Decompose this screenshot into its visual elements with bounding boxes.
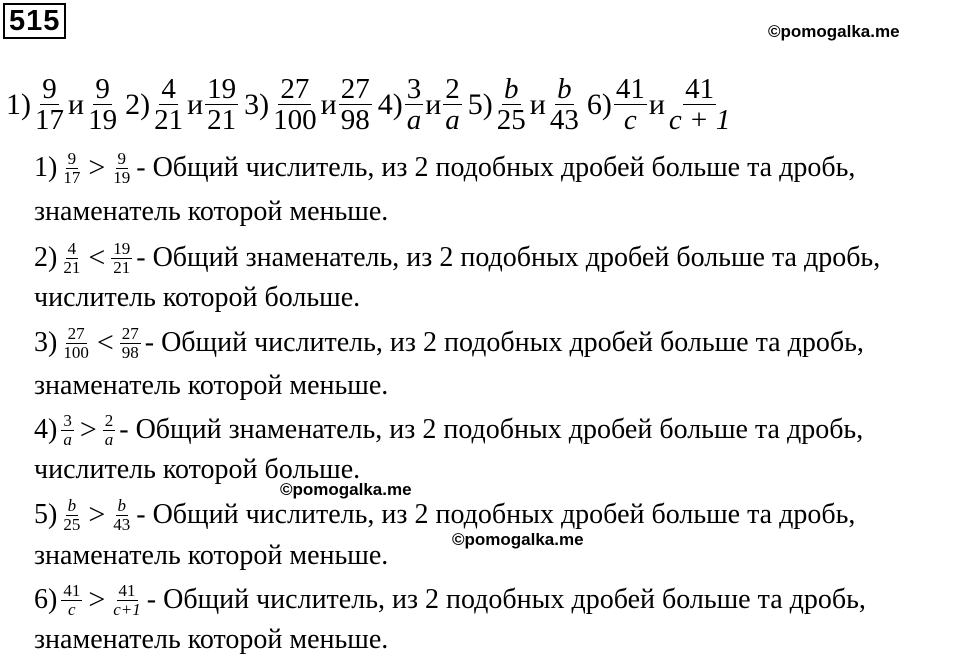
fraction: [61, 412, 74, 449]
fraction: [86, 74, 119, 136]
answer-explanation: - Общий знаменатель, из 2 подобных дробей больше та дробь,: [119, 414, 864, 446]
answer-label: 3): [34, 327, 58, 359]
denominator: 21: [207, 104, 237, 137]
fraction: [667, 74, 732, 136]
task-statement: [6, 74, 738, 136]
answer-line: [34, 150, 855, 187]
fraction: [495, 74, 528, 136]
numerator: 4: [67, 239, 77, 258]
denominator: c+1: [113, 599, 141, 619]
task-item-label: 2): [125, 87, 151, 121]
denominator: 21: [154, 104, 184, 137]
task-item-label: 5): [467, 87, 493, 121]
denominator: a: [63, 429, 72, 449]
numerator: 19: [207, 73, 237, 105]
numerator: b: [67, 496, 77, 515]
conjunction: и: [529, 87, 546, 121]
numerator: 27: [121, 324, 139, 343]
task-item-label: 3): [244, 87, 270, 121]
fraction: [61, 240, 82, 277]
fraction: [120, 325, 141, 362]
answer-label: 1): [34, 152, 58, 184]
numerator: b: [557, 73, 572, 105]
denominator: 19: [113, 167, 131, 187]
denominator: 25: [63, 514, 81, 534]
numerator: 41: [118, 581, 136, 600]
fraction: [205, 74, 238, 136]
denominator: 21: [63, 257, 81, 277]
denominator: 98: [340, 104, 370, 137]
answer-continuation: знаменатель которой меньше.: [34, 370, 389, 401]
task-item: [6, 74, 119, 136]
answer-continuation: знаменатель которой меньше.: [34, 540, 389, 571]
fraction: [61, 497, 82, 534]
fraction: [405, 74, 424, 136]
denominator: a: [104, 429, 114, 449]
task-item: [378, 74, 462, 136]
fraction: [271, 74, 319, 136]
denominator: a: [445, 104, 460, 137]
answer-label: 6): [34, 584, 58, 616]
answer-continuation: знаменатель которой меньше.: [34, 624, 389, 655]
fraction: [33, 74, 66, 136]
fraction: [111, 240, 132, 277]
task-item: [587, 74, 733, 136]
watermark-lower: ©pomogalka.me: [452, 530, 584, 549]
denominator: 43: [113, 514, 131, 534]
fraction: [111, 150, 132, 187]
numerator: 3: [63, 411, 72, 430]
denominator: 17: [35, 104, 64, 137]
denominator: c: [68, 599, 76, 619]
denominator: 25: [496, 104, 526, 137]
conjunction: и: [320, 87, 337, 121]
answer-line: [34, 240, 880, 277]
numerator: 27: [280, 73, 310, 105]
fraction: [61, 582, 82, 619]
fraction: [111, 497, 132, 534]
comparison-sign: >: [79, 413, 97, 447]
denominator: 21: [113, 257, 131, 277]
watermark-top: ©pomogalka.me: [768, 22, 900, 41]
task-item-label: 1): [6, 87, 31, 121]
fraction: [152, 74, 185, 136]
answer-explanation: - Общий числитель, из 2 подобных дробей больше та дробь,: [146, 584, 866, 616]
denominator: c + 1: [668, 104, 731, 137]
answer-explanation: - Общий числитель, из 2 подобных дробей больше та дробь,: [144, 327, 864, 359]
answer-continuation: числитель которой больше.: [34, 282, 361, 313]
fraction: [61, 325, 91, 362]
conjunction: и: [187, 87, 204, 121]
denominator: 43: [549, 104, 579, 137]
numerator: 2: [104, 411, 114, 430]
numerator: 9: [117, 149, 126, 168]
answer-label: 2): [34, 242, 58, 274]
fraction: [61, 150, 82, 187]
task-item: [244, 74, 372, 136]
answer-line: [34, 412, 863, 449]
task-item-label: 4): [377, 87, 403, 121]
answer-line: [34, 325, 864, 362]
fraction: [443, 74, 462, 136]
task-item: [468, 74, 581, 136]
conjunction: и: [68, 87, 85, 121]
denominator: c: [623, 104, 637, 137]
denominator: 19: [88, 104, 118, 137]
numerator: 41: [63, 581, 81, 600]
numerator: 9: [42, 73, 57, 105]
numerator: 41: [615, 73, 645, 105]
answer-continuation: числитель которой больше.: [34, 454, 361, 485]
comparison-sign: >: [88, 498, 106, 532]
denominator: a: [406, 104, 422, 137]
comparison-sign: <: [96, 326, 114, 360]
answer-explanation: - Общий числитель, из 2 подобных дробей больше та дробь,: [136, 499, 856, 531]
denominator: 98: [121, 342, 139, 362]
comparison-sign: >: [88, 583, 106, 617]
fraction: [548, 74, 581, 136]
comparison-sign: >: [88, 151, 106, 185]
answer-continuation: знаменатель которой меньше.: [34, 196, 389, 227]
task-item-label: 6): [586, 87, 612, 121]
numerator: 4: [161, 73, 176, 105]
numerator: b: [504, 73, 519, 105]
task-item: [125, 74, 238, 136]
answer-line: [34, 497, 855, 534]
denominator: 100: [63, 342, 89, 362]
numerator: b: [117, 496, 126, 515]
numerator: 2: [445, 73, 460, 105]
fraction: [111, 582, 143, 619]
answer-label: 4): [34, 414, 58, 446]
numerator: 9: [95, 73, 110, 105]
answer-label: 5): [34, 499, 58, 531]
numerator: 19: [113, 239, 131, 258]
denominator: 17: [63, 167, 81, 187]
denominator: 100: [273, 104, 317, 137]
numerator: 27: [67, 324, 85, 343]
exercise-number: 515: [3, 3, 66, 39]
answer-explanation: - Общий числитель, из 2 подобных дробей больше та дробь,: [136, 152, 856, 184]
fraction: [339, 74, 372, 136]
comparison-sign: <: [88, 241, 106, 275]
answer-line: [34, 582, 866, 619]
numerator: 3: [406, 73, 422, 105]
fraction: [103, 412, 116, 449]
numerator: 41: [685, 73, 715, 105]
conjunction: и: [648, 87, 665, 121]
conjunction: и: [425, 87, 442, 121]
watermark-middle: ©pomogalka.me: [280, 480, 412, 499]
answer-explanation: - Общий знаменатель, из 2 подобных дробей больше та дробь,: [136, 242, 881, 274]
fraction: [614, 74, 647, 136]
numerator: 27: [340, 73, 370, 105]
numerator: 9: [67, 149, 77, 168]
